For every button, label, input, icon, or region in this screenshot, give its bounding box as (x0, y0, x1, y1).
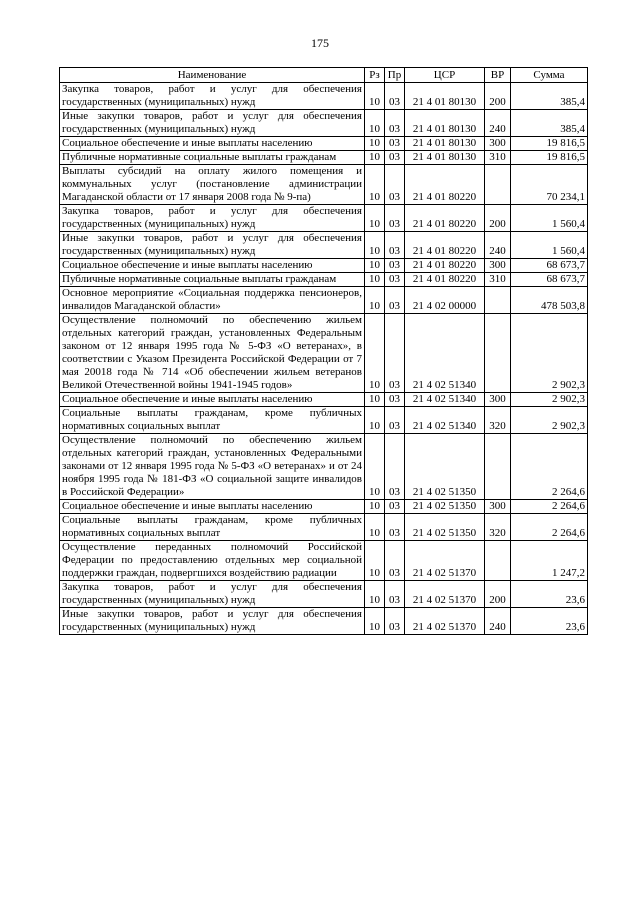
row-name-cell: Социальные выплаты гражданам, кроме публичных нормативных социальных выплат (60, 407, 365, 434)
row-csr-cell: 21 4 01 80130 (405, 137, 485, 151)
row-sum-cell: 2 902,3 (511, 314, 588, 393)
row-rz-cell: 10 (365, 259, 385, 273)
row-vr-cell (485, 541, 511, 581)
row-rz-cell: 10 (365, 273, 385, 287)
row-sum-cell: 385,4 (511, 110, 588, 137)
row-name-cell: Иные закупки товаров, работ и услуг для обеспечения государственных (муниципальных) нужд (60, 232, 365, 259)
row-csr-cell: 21 4 01 80130 (405, 83, 485, 110)
row-name-cell: Социальное обеспечение и иные выплаты населению (60, 259, 365, 273)
row-sum-cell: 1 560,4 (511, 205, 588, 232)
row-sum-cell: 68 673,7 (511, 273, 588, 287)
row-name-cell: Осуществление полномочий по обеспечению жильем отдельных категорий граждан, установленных Федеральными законами от 12 января 1995 года № 5-ФЗ «О ветеранах» и от 24 ноября 1995 года № 181-ФЗ «О социальной защите инвалидов в Российской Федерации» (60, 434, 365, 500)
row-pr-cell: 03 (385, 514, 405, 541)
row-pr-cell: 03 (385, 205, 405, 232)
row-pr-cell: 03 (385, 407, 405, 434)
header-rz: Рз (365, 68, 385, 83)
row-rz-cell: 10 (365, 608, 385, 635)
row-vr-cell: 310 (485, 151, 511, 165)
row-vr-cell: 300 (485, 500, 511, 514)
row-csr-cell: 21 4 02 51340 (405, 314, 485, 393)
row-rz-cell: 10 (365, 500, 385, 514)
row-rz-cell: 10 (365, 434, 385, 500)
table-row (60, 232, 588, 259)
row-sum-cell: 1 247,2 (511, 541, 588, 581)
header-vr: ВР (485, 68, 511, 83)
row-sum-cell: 23,6 (511, 608, 588, 635)
row-csr-cell: 21 4 01 80130 (405, 151, 485, 165)
row-sum-cell: 68 673,7 (511, 259, 588, 273)
row-csr-cell: 21 4 02 51370 (405, 581, 485, 608)
row-vr-cell: 300 (485, 137, 511, 151)
row-csr-cell: 21 4 02 51340 (405, 407, 485, 434)
row-pr-cell: 03 (385, 110, 405, 137)
row-vr-cell: 200 (485, 581, 511, 608)
row-pr-cell: 03 (385, 608, 405, 635)
row-sum-cell: 2 264,6 (511, 500, 588, 514)
row-rz-cell: 10 (365, 137, 385, 151)
row-csr-cell: 21 4 01 80220 (405, 165, 485, 205)
row-sum-cell: 2 902,3 (511, 407, 588, 434)
header-sum: Сумма (511, 68, 588, 83)
table-row (60, 287, 588, 314)
row-name-cell: Социальные выплаты гражданам, кроме публичных нормативных социальных выплат (60, 514, 365, 541)
header-name: Наименование (60, 68, 365, 83)
row-csr-cell: 21 4 02 51370 (405, 541, 485, 581)
table-row (60, 608, 588, 635)
row-rz-cell: 10 (365, 393, 385, 407)
table-row (60, 273, 588, 287)
row-csr-cell: 21 4 02 51350 (405, 500, 485, 514)
row-csr-cell: 21 4 01 80220 (405, 232, 485, 259)
row-csr-cell: 21 4 01 80220 (405, 259, 485, 273)
row-name-cell: Осуществление переданных полномочий Российской Федерации по предоставлению отдельных мер социальной поддержки граждан, подвергшихся воздействию радиации (60, 541, 365, 581)
table-row (60, 314, 588, 393)
table-row (60, 393, 588, 407)
row-pr-cell: 03 (385, 581, 405, 608)
row-csr-cell: 21 4 01 80130 (405, 110, 485, 137)
row-rz-cell: 10 (365, 151, 385, 165)
row-rz-cell: 10 (365, 314, 385, 393)
row-rz-cell: 10 (365, 205, 385, 232)
table-row (60, 110, 588, 137)
table-row (60, 541, 588, 581)
row-csr-cell: 21 4 01 80220 (405, 273, 485, 287)
row-pr-cell: 03 (385, 500, 405, 514)
row-vr-cell (485, 165, 511, 205)
row-pr-cell: 03 (385, 393, 405, 407)
row-pr-cell: 03 (385, 165, 405, 205)
header-pr: Пр (385, 68, 405, 83)
row-vr-cell (485, 287, 511, 314)
row-name-cell: Закупка товаров, работ и услуг для обеспечения государственных (муниципальных) нужд (60, 205, 365, 232)
row-name-cell: Социальное обеспечение и иные выплаты населению (60, 500, 365, 514)
table-row (60, 407, 588, 434)
row-pr-cell: 03 (385, 151, 405, 165)
table-row (60, 137, 588, 151)
row-rz-cell: 10 (365, 232, 385, 259)
table-row (60, 514, 588, 541)
row-rz-cell: 10 (365, 514, 385, 541)
table-row (60, 83, 588, 110)
row-name-cell: Основное мероприятие «Социальная поддержка пенсионеров, инвалидов Магаданской области» (60, 287, 365, 314)
row-sum-cell: 70 234,1 (511, 165, 588, 205)
row-csr-cell: 21 4 02 00000 (405, 287, 485, 314)
row-pr-cell: 03 (385, 314, 405, 393)
row-csr-cell: 21 4 02 51370 (405, 608, 485, 635)
row-vr-cell (485, 314, 511, 393)
row-csr-cell: 21 4 01 80220 (405, 205, 485, 232)
row-pr-cell: 03 (385, 287, 405, 314)
row-pr-cell: 03 (385, 137, 405, 151)
row-vr-cell: 300 (485, 259, 511, 273)
row-pr-cell: 03 (385, 83, 405, 110)
row-name-cell: Осуществление полномочий по обеспечению жильем отдельных категорий граждан, установленных Федеральным законом от 12 января 1995 года № 5-ФЗ «О ветеранах», в соответствии с Указом Президента Российской Федерации от 7 мая 20018 года № 714 «Об обеспечении жильем ветеранов Великой Отечественной войны 1941-1945 годов» (60, 314, 365, 393)
header-csr: ЦСР (405, 68, 485, 83)
row-name-cell: Иные закупки товаров, работ и услуг для обеспечения государственных (муниципальных) нужд (60, 110, 365, 137)
row-sum-cell: 19 816,5 (511, 137, 588, 151)
row-pr-cell: 03 (385, 232, 405, 259)
row-name-cell: Выплаты субсидий на оплату жилого помещения и коммунальных услуг (постановление администрации Магаданской области от 17 января 2008 года № 9-па) (60, 165, 365, 205)
table-row (60, 434, 588, 500)
row-name-cell: Социальное обеспечение и иные выплаты населению (60, 137, 365, 151)
row-name-cell: Социальное обеспечение и иные выплаты населению (60, 393, 365, 407)
table-row (60, 500, 588, 514)
row-rz-cell: 10 (365, 287, 385, 314)
row-csr-cell: 21 4 02 51350 (405, 434, 485, 500)
table-row (60, 259, 588, 273)
row-rz-cell: 10 (365, 541, 385, 581)
row-vr-cell (485, 434, 511, 500)
row-vr-cell: 200 (485, 83, 511, 110)
budget-table (59, 67, 588, 635)
row-sum-cell: 2 902,3 (511, 393, 588, 407)
row-pr-cell: 03 (385, 273, 405, 287)
row-vr-cell: 240 (485, 608, 511, 635)
row-sum-cell: 1 560,4 (511, 232, 588, 259)
row-rz-cell: 10 (365, 407, 385, 434)
row-rz-cell: 10 (365, 110, 385, 137)
row-vr-cell: 310 (485, 273, 511, 287)
row-sum-cell: 19 816,5 (511, 151, 588, 165)
row-rz-cell: 10 (365, 165, 385, 205)
table-row (60, 581, 588, 608)
row-pr-cell: 03 (385, 434, 405, 500)
page-number: 175 (311, 36, 329, 50)
row-name-cell: Публичные нормативные социальные выплаты гражданам (60, 151, 365, 165)
row-sum-cell: 478 503,8 (511, 287, 588, 314)
row-vr-cell: 300 (485, 393, 511, 407)
table-body (60, 83, 588, 635)
row-rz-cell: 10 (365, 83, 385, 110)
table-row (60, 205, 588, 232)
table-row (60, 165, 588, 205)
row-csr-cell: 21 4 02 51340 (405, 393, 485, 407)
row-rz-cell: 10 (365, 581, 385, 608)
row-sum-cell: 2 264,6 (511, 514, 588, 541)
row-vr-cell: 320 (485, 407, 511, 434)
row-csr-cell: 21 4 02 51350 (405, 514, 485, 541)
row-name-cell: Закупка товаров, работ и услуг для обеспечения государственных (муниципальных) нужд (60, 83, 365, 110)
row-vr-cell: 240 (485, 110, 511, 137)
row-vr-cell: 320 (485, 514, 511, 541)
row-sum-cell: 2 264,6 (511, 434, 588, 500)
row-pr-cell: 03 (385, 259, 405, 273)
row-pr-cell: 03 (385, 541, 405, 581)
row-name-cell: Закупка товаров, работ и услуг для обеспечения государственных (муниципальных) нужд (60, 581, 365, 608)
row-vr-cell: 200 (485, 205, 511, 232)
row-name-cell: Иные закупки товаров, работ и услуг для обеспечения государственных (муниципальных) нужд (60, 608, 365, 635)
row-sum-cell: 385,4 (511, 83, 588, 110)
row-sum-cell: 23,6 (511, 581, 588, 608)
row-name-cell: Публичные нормативные социальные выплаты гражданам (60, 273, 365, 287)
row-vr-cell: 240 (485, 232, 511, 259)
table-header-row (60, 68, 588, 83)
table-row (60, 151, 588, 165)
